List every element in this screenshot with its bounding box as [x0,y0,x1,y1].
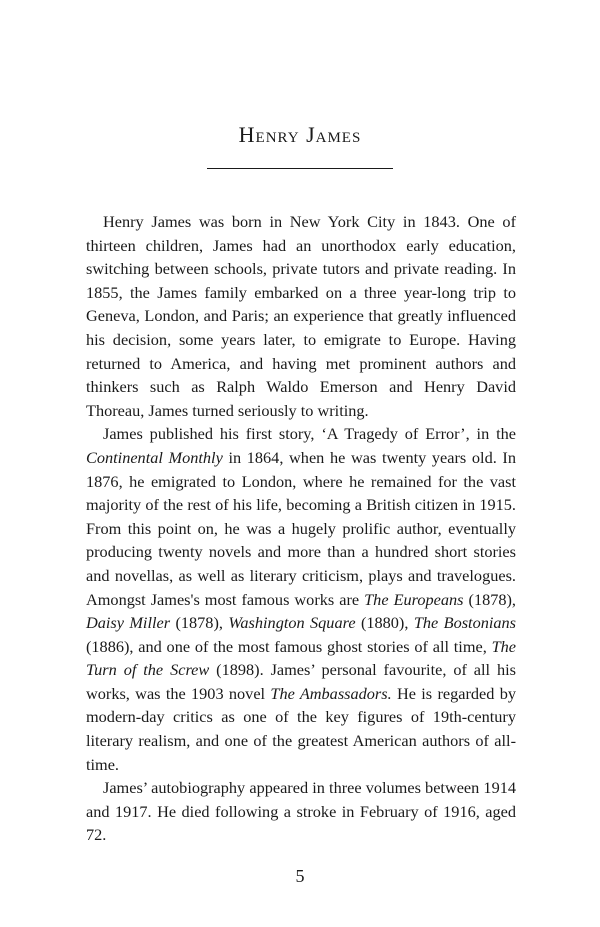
text-segment: (1880), [355,613,414,633]
text-segment: (1878), [463,589,517,609]
text-segment: (1898). James’ personal favourite, of all his works, was the 1903 novel [86,660,516,703]
page-number: 5 [295,866,305,886]
text-segment: James’ autobiography appeared in three volumes between 1914 and 1917. He died following a stroke in February of 1916, aged 72. [86,778,516,845]
italic-title-text: The Bostonians [413,613,517,633]
paragraph [86,210,516,422]
text-segment: (1878), [170,613,229,633]
italic-title-text: Continental Monthly [86,447,223,467]
text-segment: He is regarded by modern-day critics as one of the key figures of 19th-century literary realism, and one of the greatest American authors of all-time. [86,683,516,774]
text-segment: in 1864, when he was twenty years old. In 1876, he emigrated to London, where he remained for the vast majority of the rest of his life, becoming a British citizen in 1915. From this point on, he was a hugely prolific author, eventually producing twenty novels and more than a hundred short stories and novellas, as well as literary criticism, plays and travelogues. Amongst James's most famous works are [86,447,516,609]
italic-title-text: The Europeans [364,589,464,609]
title-divider [207,168,393,169]
text-segment: James published his first story, ‘A Tragedy of Error’, in the [103,424,516,444]
biography-text [86,210,516,847]
paragraph [86,422,516,776]
paragraph [86,776,516,847]
italic-title-text: The Ambassadors. [270,683,392,703]
chapter-title: Henry James [238,122,362,147]
italic-title-text: Washington Square [228,613,356,633]
text-segment: Henry James was born in New York City in 1843. One of thirteen children, James had an unorthodox early education, switching between schools, private tutors and private reading. In 1855, the James family embarked on a three year-long trip to Geneva, London, and Paris; an experience that greatly influenced his decision, some years later, to emigrate to Europe. Having returned to America, and having met prominent authors and thinkers such as Ralph Waldo Emerson and Henry David Thoreau, James turned seriously to writing. [86,212,516,420]
italic-title-text: The Turn of the Screw [86,636,516,680]
text-segment: (1886), and one of the most famous ghost stories of all time, [86,636,492,656]
italic-title-text: Daisy Miller [86,613,171,633]
